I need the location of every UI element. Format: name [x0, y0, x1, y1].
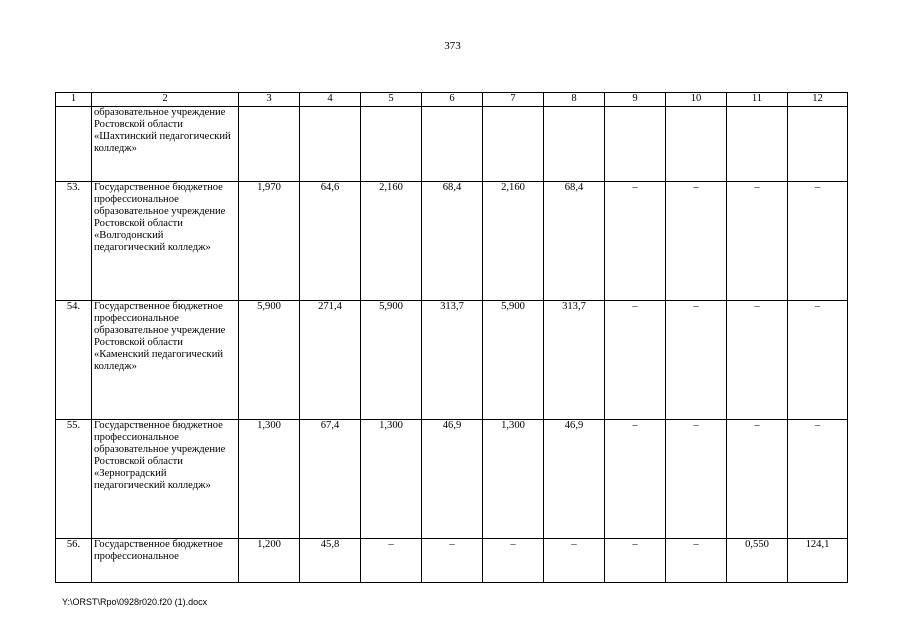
value-cell: 67,4 [300, 420, 361, 539]
value-cell [544, 107, 605, 182]
value-cell [788, 107, 848, 182]
header-cell: 3 [239, 93, 300, 107]
row-number: 56. [56, 539, 92, 583]
value-cell: – [422, 539, 483, 583]
table-row [56, 420, 848, 539]
institution-name: образовательное учреждение Ростовской области «Шахтинский педагогический колледж» [92, 107, 239, 182]
value-cell: – [666, 301, 727, 420]
row-number: 54. [56, 301, 92, 420]
value-cell: 1,970 [239, 182, 300, 301]
value-cell: 5,900 [239, 301, 300, 420]
table-row [56, 107, 848, 182]
value-cell: 46,9 [544, 420, 605, 539]
header-row [56, 93, 848, 107]
value-cell: – [605, 301, 666, 420]
value-cell: 46,9 [422, 420, 483, 539]
value-cell: 2,160 [483, 182, 544, 301]
value-cell: – [727, 420, 788, 539]
value-cell: 68,4 [544, 182, 605, 301]
value-cell: – [361, 539, 422, 583]
table-row [56, 539, 848, 583]
value-cell: 45,8 [300, 539, 361, 583]
header-cell: 8 [544, 93, 605, 107]
value-cell: 124,1 [788, 539, 848, 583]
value-cell [361, 107, 422, 182]
header-cell: 12 [788, 93, 848, 107]
value-cell: 64,6 [300, 182, 361, 301]
value-cell: 2,160 [361, 182, 422, 301]
value-cell [605, 107, 666, 182]
value-cell: – [605, 420, 666, 539]
header-cell: 5 [361, 93, 422, 107]
row-number: 55. [56, 420, 92, 539]
value-cell: 0,550 [727, 539, 788, 583]
value-cell: – [788, 420, 848, 539]
institution-name: Государственное бюджетное профессиональное образовательное учреждение Ростовской области «Зерноградский педагогический колледж» [92, 420, 239, 539]
value-cell: – [483, 539, 544, 583]
value-cell: – [788, 182, 848, 301]
header-cell: 9 [605, 93, 666, 107]
value-cell: 1,300 [239, 420, 300, 539]
institution-name: Государственное бюджетное профессиональное образовательное учреждение Ростовской области «Волгодонский педагогический колледж» [92, 182, 239, 301]
table-row [56, 301, 848, 420]
table-row [56, 182, 848, 301]
header-cell: 11 [727, 93, 788, 107]
document-path: Y:\ORST\Rpo\0928r020.f20 (1).docx [62, 597, 208, 607]
value-cell: 1,200 [239, 539, 300, 583]
value-cell: 1,300 [483, 420, 544, 539]
value-cell [483, 107, 544, 182]
data-table [55, 92, 848, 583]
value-cell: – [727, 182, 788, 301]
value-cell [239, 107, 300, 182]
value-cell [666, 107, 727, 182]
value-cell: 5,900 [361, 301, 422, 420]
value-cell: 1,300 [361, 420, 422, 539]
header-cell: 4 [300, 93, 361, 107]
value-cell [422, 107, 483, 182]
header-cell: 7 [483, 93, 544, 107]
value-cell: 313,7 [544, 301, 605, 420]
header-cell: 10 [666, 93, 727, 107]
value-cell [727, 107, 788, 182]
value-cell: – [544, 539, 605, 583]
value-cell: 5,900 [483, 301, 544, 420]
value-cell: 271,4 [300, 301, 361, 420]
value-cell: – [666, 420, 727, 539]
value-cell: – [666, 182, 727, 301]
header-cell: 1 [56, 93, 92, 107]
value-cell: – [727, 301, 788, 420]
header-cell: 2 [92, 93, 239, 107]
value-cell: 313,7 [422, 301, 483, 420]
value-cell [300, 107, 361, 182]
row-number: 53. [56, 182, 92, 301]
header-cell: 6 [422, 93, 483, 107]
value-cell: – [666, 539, 727, 583]
page-number: 373 [444, 40, 461, 52]
institution-name: Государственное бюджетное профессиональное образовательное учреждение Ростовской области «Каменский педагогический колледж» [92, 301, 239, 420]
row-number [56, 107, 92, 182]
value-cell: – [788, 301, 848, 420]
value-cell: – [605, 539, 666, 583]
value-cell: 68,4 [422, 182, 483, 301]
value-cell: – [605, 182, 666, 301]
institution-name: Государственное бюджетное профессиональное [92, 539, 239, 583]
